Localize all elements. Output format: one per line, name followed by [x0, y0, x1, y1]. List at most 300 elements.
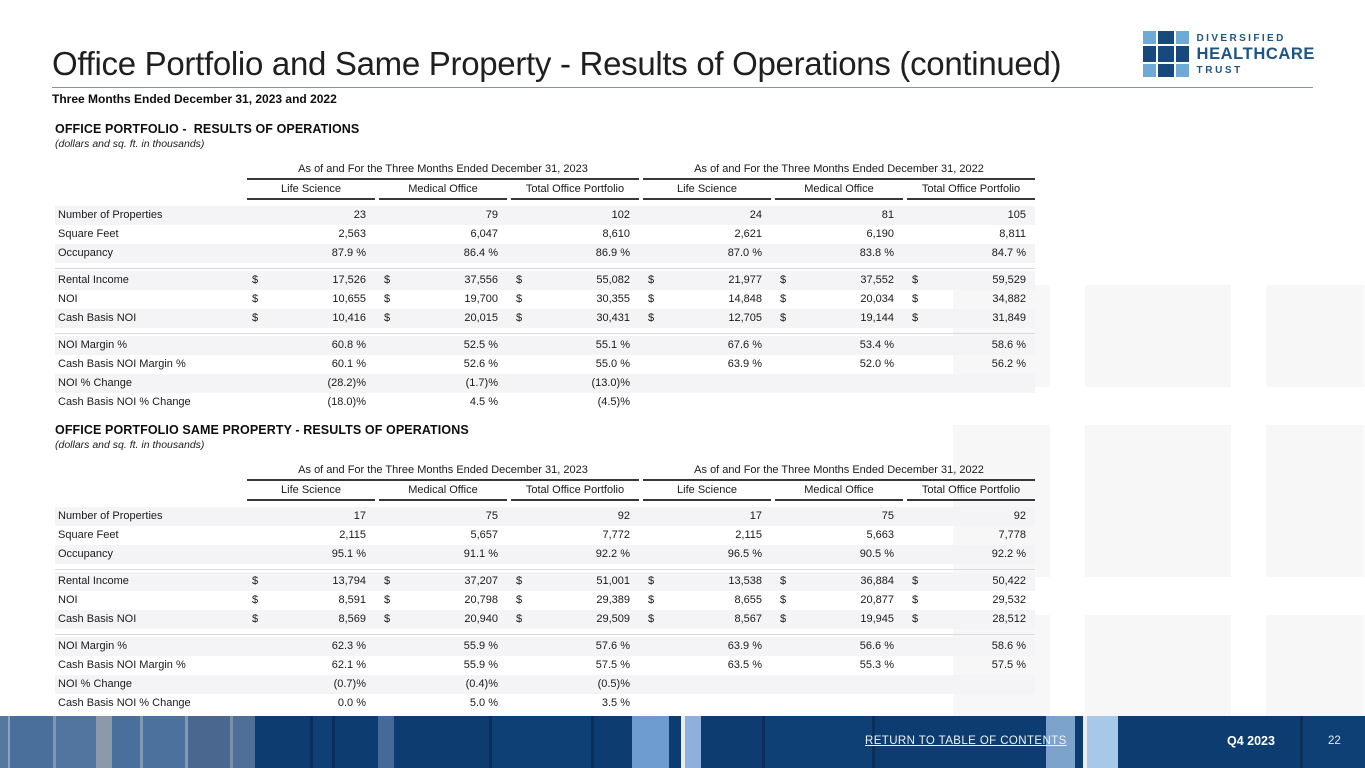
table-row	[55, 656, 1035, 675]
dollar-sign: $	[252, 594, 259, 606]
cell-value: 7,778	[998, 529, 1026, 541]
row-group-separator	[55, 564, 1035, 570]
table-row	[55, 482, 1035, 501]
cell-value: 55.9 %	[463, 659, 498, 671]
cell-value: (28.2)%	[327, 377, 366, 389]
table-row	[55, 206, 1035, 225]
row-label: Number of Properties	[58, 510, 163, 522]
table-row	[55, 309, 1035, 328]
company-logo	[1143, 31, 1315, 77]
value-cell	[643, 591, 771, 610]
corner-cell	[55, 464, 243, 481]
row-group-separator	[55, 328, 1035, 334]
table-row	[55, 464, 1035, 481]
logo-text-trust: TRUST	[1196, 64, 1243, 76]
cell-value: 23	[353, 209, 366, 221]
cell-value: 29,389	[596, 594, 630, 606]
value-cell	[643, 336, 771, 355]
value-cell	[379, 393, 507, 412]
section-note: (dollars and sq. ft. in thousands)	[55, 138, 205, 150]
table-row	[55, 271, 1035, 290]
value-cell	[907, 225, 1035, 244]
value-cell	[643, 244, 771, 263]
cell-value: 63.9 %	[727, 358, 762, 370]
logo-wordmark	[1197, 33, 1315, 76]
value-cell	[907, 694, 1035, 713]
row-label: Square Feet	[58, 228, 119, 240]
cell-value: 20,015	[464, 312, 498, 324]
value-cell	[643, 355, 771, 374]
section-office-portfolio	[55, 122, 1365, 412]
cell-value: (13.0)%	[591, 377, 630, 389]
cell-value: 92	[1013, 510, 1026, 522]
value-cell	[907, 572, 1035, 591]
column-header: Life Science	[247, 482, 375, 501]
value-cell	[511, 572, 639, 591]
row-label: Occupancy	[58, 548, 114, 560]
cell-value: 19,700	[464, 293, 498, 305]
dollar-sign: $	[780, 293, 787, 305]
cell-value: 52.0 %	[859, 358, 894, 370]
logo-square	[1176, 46, 1189, 62]
value-cell	[511, 271, 639, 290]
cell-value: 92	[617, 510, 630, 522]
table-row	[55, 374, 1035, 393]
dollar-sign: $	[912, 613, 919, 625]
value-cell	[775, 290, 903, 309]
dollar-sign: $	[780, 575, 787, 587]
row-label: NOI Margin %	[58, 640, 128, 652]
cell-value: 75	[881, 510, 894, 522]
cell-value: 62.3 %	[331, 640, 366, 652]
cell-value: 17	[749, 510, 762, 522]
period-group-header: As of and For the Three Months Ended December 31, 2022	[643, 163, 1035, 180]
value-cell	[643, 309, 771, 328]
dollar-sign: $	[648, 293, 655, 305]
value-cell	[379, 355, 507, 374]
cell-value: 8,569	[338, 613, 366, 625]
section-same-property	[55, 423, 1365, 713]
value-cell	[511, 545, 639, 564]
slide-header	[0, 0, 1365, 106]
column-header: Life Science	[643, 482, 771, 501]
page-number: 22	[1328, 735, 1341, 747]
cell-value: 3.5 %	[601, 697, 630, 709]
table-row	[55, 355, 1035, 374]
value-cell	[643, 290, 771, 309]
period-group-header: As of and For the Three Months Ended December 31, 2023	[247, 163, 639, 180]
section-title: OFFICE PORTFOLIO SAME PROPERTY - RESULTS OF OPERATIONS	[55, 423, 469, 437]
value-cell	[379, 656, 507, 675]
value-cell	[379, 206, 507, 225]
value-cell	[643, 507, 771, 526]
row-group-separator	[55, 629, 1035, 635]
row-label: Occupancy	[58, 247, 114, 259]
dollar-sign: $	[912, 575, 919, 587]
value-cell	[643, 610, 771, 629]
row-group-separator	[55, 263, 1035, 269]
cell-value: 84.7 %	[991, 247, 1026, 259]
cell-value: 0.0 %	[337, 697, 366, 709]
value-cell	[511, 336, 639, 355]
value-cell	[775, 656, 903, 675]
cell-value: 17	[353, 510, 366, 522]
value-cell	[907, 656, 1035, 675]
cell-value: 52.6 %	[463, 358, 498, 370]
value-cell	[775, 271, 903, 290]
value-cell	[643, 271, 771, 290]
logo-text-healthcare: HEALTHCARE	[1196, 44, 1315, 63]
page-title: Office Portfolio and Same Property - Results of Operations (continued)	[52, 45, 1062, 82]
page-subtitle: Three Months Ended December 31, 2023 and 2022	[52, 92, 337, 106]
table-row	[55, 675, 1035, 694]
value-cell	[775, 507, 903, 526]
cell-value: 37,207	[464, 575, 498, 587]
row-label: Cash Basis NOI Margin %	[58, 358, 186, 370]
cell-value: 37,552	[860, 274, 894, 286]
cell-value: 63.9 %	[727, 640, 762, 652]
cell-value: 2,563	[338, 228, 366, 240]
cell-value: 55.3 %	[859, 659, 894, 671]
value-cell	[907, 206, 1035, 225]
logo-grid-icon	[1143, 31, 1189, 77]
value-cell	[907, 336, 1035, 355]
cell-value: 8,567	[734, 613, 762, 625]
table-row	[55, 694, 1035, 713]
value-cell	[775, 694, 903, 713]
cell-value: 55,082	[596, 274, 630, 286]
cell-value: 13,794	[332, 575, 366, 587]
period-group-header: As of and For the Three Months Ended December 31, 2023	[247, 464, 639, 481]
cell-value: 5,657	[470, 529, 498, 541]
value-cell	[511, 309, 639, 328]
cell-value: 51,001	[596, 575, 630, 587]
value-cell	[511, 694, 639, 713]
cell-value: 105	[1007, 209, 1026, 221]
table-row	[55, 393, 1035, 412]
value-cell	[247, 694, 375, 713]
cell-value: 60.8 %	[331, 339, 366, 351]
column-header: Total Office Portfolio	[907, 482, 1035, 501]
cell-value: 13,538	[728, 575, 762, 587]
value-cell	[379, 507, 507, 526]
cell-value: 58.6 %	[991, 640, 1026, 652]
cell-value: 55.1 %	[595, 339, 630, 351]
corner-cell	[55, 482, 243, 501]
cell-value: 20,877	[860, 594, 894, 606]
cell-value: (18.0)%	[327, 396, 366, 408]
cell-value: (0.4)%	[465, 678, 498, 690]
cell-value: 28,512	[992, 613, 1026, 625]
dollar-sign: $	[912, 274, 919, 286]
cell-value: 92.2 %	[991, 548, 1026, 560]
cell-value: 58.6 %	[991, 339, 1026, 351]
value-cell	[775, 244, 903, 263]
value-cell	[907, 374, 1035, 393]
value-cell	[379, 526, 507, 545]
dollar-sign: $	[252, 293, 259, 305]
cell-value: 87.9 %	[331, 247, 366, 259]
value-cell	[247, 374, 375, 393]
cell-value: 57.5 %	[991, 659, 1026, 671]
value-cell	[511, 507, 639, 526]
return-to-toc-link[interactable]: RETURN TO TABLE OF CONTENTS	[865, 735, 1067, 747]
cell-value: 21,977	[728, 274, 762, 286]
logo-square	[1158, 46, 1174, 62]
dollar-sign: $	[912, 594, 919, 606]
row-label: NOI	[58, 594, 78, 606]
dollar-sign: $	[252, 312, 259, 324]
dollar-sign: $	[648, 312, 655, 324]
cell-value: 63.5 %	[727, 659, 762, 671]
dollar-sign: $	[912, 293, 919, 305]
value-cell	[643, 675, 771, 694]
cell-value: (4.5)%	[597, 396, 630, 408]
cell-value: 10,416	[332, 312, 366, 324]
value-cell	[643, 656, 771, 675]
value-cell	[379, 271, 507, 290]
value-cell	[907, 675, 1035, 694]
logo-square	[1158, 31, 1174, 44]
dollar-sign: $	[912, 312, 919, 324]
table-row	[55, 225, 1035, 244]
logo-square	[1143, 64, 1156, 77]
logo-square	[1158, 64, 1174, 77]
cell-value: 2,115	[735, 529, 762, 541]
row-label: Cash Basis NOI	[58, 613, 137, 625]
cell-value: 37,556	[464, 274, 498, 286]
value-cell	[775, 545, 903, 564]
slide-content	[0, 106, 1365, 713]
value-cell	[643, 545, 771, 564]
cell-value: 83.8 %	[859, 247, 894, 259]
cell-value: 75	[485, 510, 498, 522]
dollar-sign: $	[780, 274, 787, 286]
cell-value: 6,047	[470, 228, 498, 240]
cell-value: 86.4 %	[463, 247, 498, 259]
dollar-sign: $	[516, 293, 523, 305]
value-cell	[907, 610, 1035, 629]
value-cell	[775, 374, 903, 393]
cell-value: 7,772	[602, 529, 630, 541]
value-cell	[379, 374, 507, 393]
row-label: Number of Properties	[58, 209, 163, 221]
value-cell	[511, 591, 639, 610]
dollar-sign: $	[780, 312, 787, 324]
row-label: Rental Income	[58, 274, 129, 286]
value-cell	[379, 610, 507, 629]
logo-square	[1143, 31, 1156, 44]
value-cell	[379, 694, 507, 713]
value-cell	[511, 656, 639, 675]
value-cell	[511, 244, 639, 263]
cell-value: 50,422	[992, 575, 1026, 587]
value-cell	[511, 526, 639, 545]
value-cell	[511, 290, 639, 309]
value-cell	[907, 355, 1035, 374]
value-cell	[247, 526, 375, 545]
value-cell	[247, 355, 375, 374]
column-header: Medical Office	[379, 482, 507, 501]
dollar-sign: $	[516, 312, 523, 324]
dollar-sign: $	[780, 613, 787, 625]
value-cell	[775, 336, 903, 355]
logo-square	[1176, 64, 1189, 77]
value-cell	[907, 271, 1035, 290]
value-cell	[643, 225, 771, 244]
cell-value: 36,884	[860, 575, 894, 587]
value-cell	[907, 244, 1035, 263]
row-label: NOI % Change	[58, 678, 132, 690]
cell-value: 6,190	[866, 228, 894, 240]
value-cell	[643, 526, 771, 545]
column-header: Life Science	[247, 181, 375, 200]
value-cell	[907, 526, 1035, 545]
value-cell	[775, 591, 903, 610]
cell-value: 55.0 %	[595, 358, 630, 370]
value-cell	[775, 355, 903, 374]
value-cell	[379, 591, 507, 610]
cell-value: 102	[611, 209, 630, 221]
value-cell	[511, 610, 639, 629]
value-cell	[247, 393, 375, 412]
cell-value: 57.6 %	[595, 640, 630, 652]
dollar-sign: $	[516, 274, 523, 286]
value-cell	[907, 507, 1035, 526]
value-cell	[643, 393, 771, 412]
footer-bar	[0, 716, 1365, 768]
cell-value: 52.5 %	[463, 339, 498, 351]
cell-value: 96.5 %	[727, 548, 762, 560]
dollar-sign: $	[516, 575, 523, 587]
row-label: Cash Basis NOI Margin %	[58, 659, 186, 671]
dollar-sign: $	[252, 575, 259, 587]
cell-value: (0.5)%	[597, 678, 630, 690]
value-cell	[247, 572, 375, 591]
cell-value: 81	[881, 209, 894, 221]
row-label: NOI Margin %	[58, 339, 128, 351]
value-cell	[247, 290, 375, 309]
cell-value: 17,526	[332, 274, 366, 286]
period-group-header: As of and For the Three Months Ended December 31, 2022	[643, 464, 1035, 481]
table-row	[55, 290, 1035, 309]
value-cell	[379, 309, 507, 328]
dollar-sign: $	[648, 575, 655, 587]
corner-cell	[55, 163, 243, 180]
cell-value: 2,621	[734, 228, 762, 240]
dollar-sign: $	[516, 594, 523, 606]
value-cell	[511, 675, 639, 694]
value-cell	[247, 225, 375, 244]
cell-value: 56.2 %	[991, 358, 1026, 370]
cell-value: 86.9 %	[595, 247, 630, 259]
cell-value: 8,811	[999, 228, 1026, 240]
cell-value: 62.1 %	[331, 659, 366, 671]
cell-value: 29,509	[596, 613, 630, 625]
value-cell	[907, 309, 1035, 328]
value-cell	[907, 290, 1035, 309]
cell-value: 20,940	[464, 613, 498, 625]
cell-value: 53.4 %	[859, 339, 894, 351]
cell-value: 20,034	[860, 293, 894, 305]
value-cell	[247, 637, 375, 656]
table-row	[55, 336, 1035, 355]
table-row	[55, 507, 1035, 526]
value-cell	[247, 336, 375, 355]
value-cell	[379, 637, 507, 656]
value-cell	[379, 336, 507, 355]
cell-value: 5.0 %	[469, 697, 498, 709]
dollar-sign: $	[384, 312, 391, 324]
value-cell	[379, 675, 507, 694]
cell-value: 19,144	[860, 312, 894, 324]
value-cell	[247, 206, 375, 225]
value-cell	[907, 545, 1035, 564]
row-label: NOI	[58, 293, 78, 305]
table-row	[55, 572, 1035, 591]
cell-value: 34,882	[992, 293, 1026, 305]
cell-value: 90.5 %	[859, 548, 894, 560]
cell-value: 4.5 %	[469, 396, 498, 408]
value-cell	[775, 526, 903, 545]
dollar-sign: $	[516, 613, 523, 625]
cell-value: 30,355	[596, 293, 630, 305]
cell-value: 91.1 %	[463, 548, 498, 560]
value-cell	[643, 694, 771, 713]
value-cell	[907, 637, 1035, 656]
table-row	[55, 163, 1035, 180]
row-label: Rental Income	[58, 575, 129, 587]
logo-square	[1143, 46, 1156, 62]
value-cell	[643, 206, 771, 225]
cell-value: (0.7)%	[333, 678, 366, 690]
dollar-sign: $	[252, 613, 259, 625]
value-cell	[247, 675, 375, 694]
value-cell	[775, 572, 903, 591]
value-cell	[247, 591, 375, 610]
cell-value: 95.1 %	[331, 548, 366, 560]
table-row	[55, 526, 1035, 545]
row-label: Cash Basis NOI % Change	[58, 396, 191, 408]
value-cell	[511, 637, 639, 656]
dollar-sign: $	[384, 274, 391, 286]
section-title: OFFICE PORTFOLIO - RESULTS OF OPERATIONS	[55, 122, 360, 136]
value-cell	[775, 225, 903, 244]
cell-value: 24	[749, 209, 762, 221]
quarter-label: Q4 2023	[1227, 734, 1275, 748]
value-cell	[247, 271, 375, 290]
value-cell	[379, 225, 507, 244]
value-cell	[775, 675, 903, 694]
value-cell	[247, 610, 375, 629]
cell-value: 8,655	[734, 594, 762, 606]
value-cell	[775, 206, 903, 225]
title-divider-line	[52, 87, 1313, 88]
cell-value: 29,532	[992, 594, 1026, 606]
cell-value: 56.6 %	[859, 640, 894, 652]
value-cell	[907, 591, 1035, 610]
dollar-sign: $	[384, 594, 391, 606]
value-cell	[775, 393, 903, 412]
value-cell	[247, 507, 375, 526]
value-cell	[643, 374, 771, 393]
value-cell	[379, 244, 507, 263]
cell-value: 5,663	[866, 529, 894, 541]
logo-square	[1176, 31, 1189, 44]
cell-value: 30,431	[596, 312, 630, 324]
value-cell	[247, 244, 375, 263]
column-header: Life Science	[643, 181, 771, 200]
